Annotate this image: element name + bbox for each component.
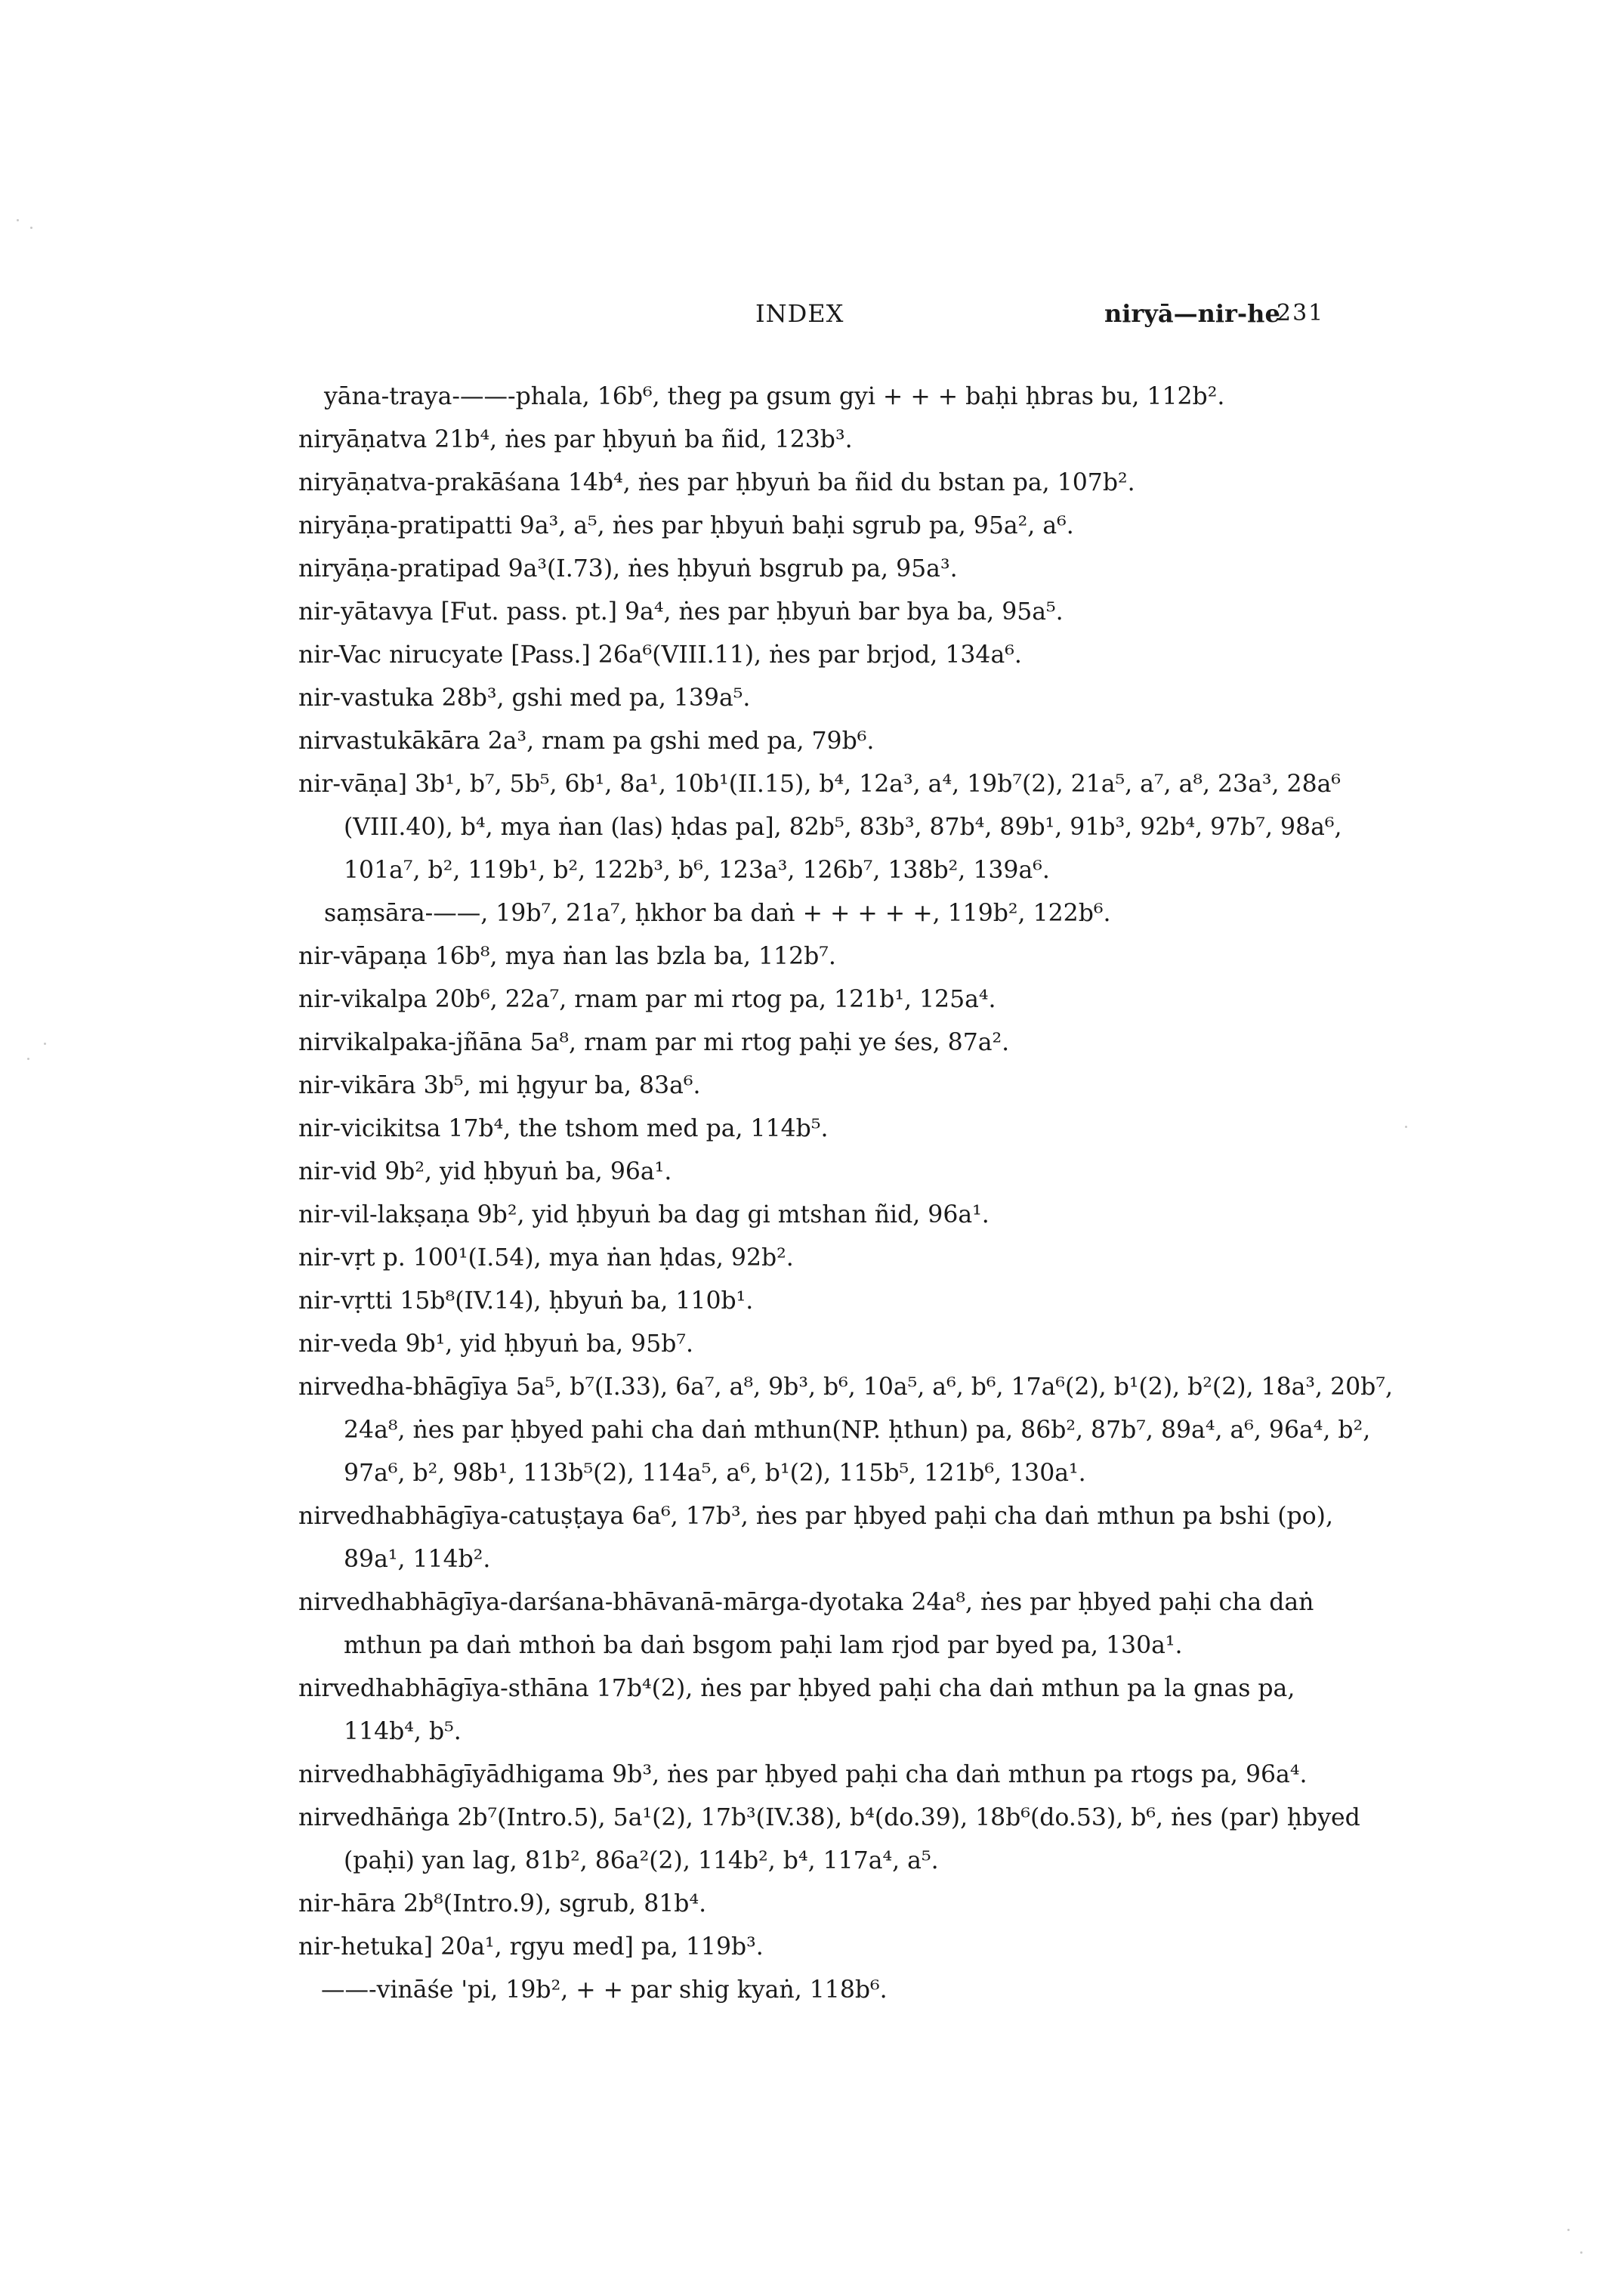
index-entry: niryāṇa-pratipatti 9a³, a⁵, ṅes par ḥbyuṅ baḥi sgrub pa, 95a², a⁶. [298, 512, 1074, 539]
scan-speck [1405, 1126, 1407, 1128]
index-subentry: ——-vināśe 'pi, 19b², + + par shig kyaṅ, 118b⁶. [321, 1976, 888, 2004]
index-entry: niryāṇatva-prakāśana 14b⁴, ṅes par ḥbyuṅ ba ñid du bstan pa, 107b². [298, 469, 1135, 496]
scan-speck [30, 227, 32, 229]
index-entry: nir-vil-lakṣaṇa 9b², yid ḥbyuṅ ba dag gi mtshan ñid, 96a¹. [298, 1201, 990, 1228]
scan-speck [1567, 2229, 1570, 2231]
index-entry: nir-vastuka 28b³, gshi med pa, 139a⁵. [298, 684, 751, 712]
index-entry: nir-vāpaṇa 16b⁸, mya ṅan las bzla ba, 112b⁷. [298, 943, 836, 970]
index-entry: nir-vṛt p. 100¹(I.54), mya ṅan ḥdas, 92b². [298, 1244, 794, 1272]
index-entry: nir-vāṇa] 3b¹, b⁷, 5b⁵, 6b¹, 8a¹, 10b¹(II.15), b⁴, 12a³, a⁴, 19b⁷(2), 21a⁵, a⁷, a⁸, 23a³, 28a⁶ [298, 771, 1341, 798]
scan-speck [27, 1058, 29, 1060]
index-entry: nir-Vac nirucyate [Pass.] 26a⁶(VIII.11), ṅes par brjod, 134a⁶. [298, 641, 1022, 669]
index-entry: nir-vikalpa 20b⁶, 22a⁷, rnam par mi rtog pa, 121b¹, 125a⁴. [298, 986, 996, 1013]
index-entry: niryāṇatva 21b⁴, ṅes par ḥbyuṅ ba ñid, 123b³. [298, 426, 853, 453]
running-header-title: INDEX [755, 299, 844, 328]
index-entry: nirvedhabhāgīya-catuṣṭaya 6a⁶, 17b³, ṅes par ḥbyed paḥi cha daṅ mthun pa bshi (po), [298, 1503, 1333, 1530]
index-entry-continuation: 89a¹, 114b². [344, 1546, 491, 1573]
index-entry-continuation: mthun pa daṅ mthoṅ ba daṅ bsgom paḥi lam rjod par byed pa, 130a¹. [344, 1632, 1183, 1659]
index-entry: nirvikalpaka-jñāna 5a⁸, rnam par mi rtog paḥi ye śes, 87a². [298, 1029, 1010, 1056]
index-entry: nirvedhabhāgīya-darśana-bhāvanā-mārga-dyotaka 24a⁸, ṅes par ḥbyed paḥi cha daṅ [298, 1589, 1314, 1616]
index-entry: nir-vicikitsa 17b⁴, the tshom med pa, 114b⁵. [298, 1115, 829, 1142]
index-entry-continuation: (paḥi) yan lag, 81b², 86a²(2), 114b², b⁴, 117a⁴, a⁵. [344, 1847, 939, 1874]
index-entry: nirvedha-bhāgīya 5a⁵, b⁷(I.33), 6a⁷, a⁸, 9b³, b⁶, 10a⁵, a⁶, b⁶, 17a⁶(2), b¹(2), b²(2), 18a³, 20b⁷, [298, 1374, 1393, 1401]
index-entry-continuation: 97a⁶, b², 98b¹, 113b⁵(2), 114a⁵, a⁶, b¹(2), 115b⁵, 121b⁶, 130a¹. [344, 1460, 1086, 1487]
index-entry: nir-vid 9b², yid ḥbyuṅ ba, 96a¹. [298, 1158, 672, 1185]
index-entry-continuation: 24a⁸, ṅes par ḥbyed pahi cha daṅ mthun(NP. ḥthun) pa, 86b², 87b⁷, 89a⁴, a⁶, 96a⁴, b², [344, 1417, 1371, 1444]
scan-speck [17, 219, 19, 221]
running-header-range: niryā—nir-he [1104, 299, 1280, 328]
page-number: 231 [1277, 300, 1325, 326]
index-subentry: saṃsāra-——, 19b⁷, 21a⁷, ḥkhor ba daṅ + + + + +, 119b², 122b⁶. [324, 900, 1111, 927]
index-entry: nirvastukākāra 2a³, rnam pa gshi med pa, 79b⁶. [298, 728, 875, 755]
index-entry: nir-hāra 2b⁸(Intro.9), sgrub, 81b⁴. [298, 1890, 707, 1917]
index-entry-continuation: 114b⁴, b⁵. [344, 1718, 462, 1745]
index-entry: nir-vikāra 3b⁵, mi ḥgyur ba, 83a⁶. [298, 1072, 701, 1099]
index-entry-continuation: 101a⁷, b², 119b¹, b², 122b³, b⁶, 123a³, 126b⁷, 138b², 139a⁶. [344, 857, 1050, 884]
scan-speck [44, 1043, 46, 1045]
index-entry: nirvedhabhāgīyādhigama 9b³, ṅes par ḥbyed paḥi cha daṅ mthun pa rtogs pa, 96a⁴. [298, 1761, 1308, 1788]
index-entry: nir-yātavya [Fut. pass. pt.] 9a⁴, ṅes par ḥbyuṅ bar bya ba, 95a⁵. [298, 598, 1064, 626]
index-subentry: yāna-traya-——-phala, 16b⁶, theg pa gsum gyi + + + baḥi ḥbras bu, 112b². [324, 383, 1225, 410]
index-entry: nir-hetuka] 20a¹, rgyu med] pa, 119b³. [298, 1933, 764, 1961]
index-entry: niryāṇa-pratipad 9a³(I.73), ṅes ḥbyuṅ bsgrub pa, 95a³. [298, 555, 958, 582]
index-entry: nir-veda 9b¹, yid ḥbyuṅ ba, 95b⁷. [298, 1330, 694, 1358]
index-entry: nir-vṛtti 15b⁸(IV.14), ḥbyuṅ ba, 110b¹. [298, 1287, 754, 1315]
scan-speck [1580, 2251, 1582, 2254]
index-entry: nirvedhabhāgīya-sthāna 17b⁴(2), ṅes par ḥbyed paḥi cha daṅ mthun pa la gnas pa, [298, 1675, 1295, 1702]
index-entry-continuation: (VIII.40), b⁴, mya ṅan (las) ḥdas pa], 82b⁵, 83b³, 87b⁴, 89b¹, 91b³, 92b⁴, 97b⁷, 98a⁶, [344, 814, 1342, 841]
index-entry: nirvedhāṅga 2b⁷(Intro.5), 5a¹(2), 17b³(IV.38), b⁴(do.39), 18b⁶(do.53), b⁶, ṅes (par) ḥbyed [298, 1804, 1360, 1831]
